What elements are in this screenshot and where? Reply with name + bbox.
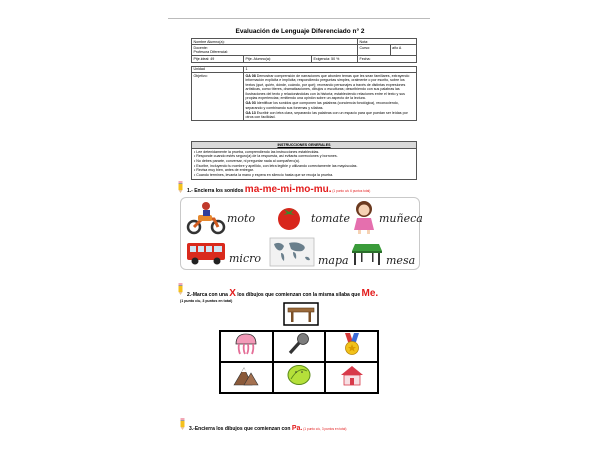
exigencia-cell: Exigencia: 50 %	[312, 56, 358, 62]
grid-cell[interactable]	[220, 362, 273, 393]
objetivo-text	[244, 73, 417, 121]
word-tomate: tomate	[311, 212, 350, 225]
grid-cell[interactable]	[273, 362, 326, 393]
map-icon[interactable]	[269, 237, 315, 267]
instructions-box	[191, 141, 417, 180]
q3-prefix: 3.-Encierra los dibujos que comienzan con	[189, 426, 292, 432]
question-2-image-grid	[219, 330, 379, 394]
question-1-image-box	[180, 197, 423, 270]
docente-cell	[192, 45, 358, 56]
oa3-code: OA 13	[245, 110, 256, 115]
grid-cell[interactable]	[220, 331, 273, 362]
mountain-icon	[232, 363, 260, 387]
oa1-text: Demostrar comprensión de narraciones que aborden temas que les sean familiares, extrayendo información explícita e implícita; respondiendo preguntas simples, oralmente o por escrito, sobre los textos (qué, quién, dónde, cuándo, por qué); recreando personajes a través de distintas expresiones artísticas, como títeres, dramatizaciones, dibujos o esculturas; describiendo con sus palabras las ilustraciones del texto y relacionándolas con la historia; estableciendo relaciones entre el texto y sus propias experiencias; emitiendo una opinión sobre un aspecto de la lectura.	[245, 73, 410, 101]
grid-cell[interactable]	[273, 331, 326, 362]
top-rule	[168, 18, 430, 19]
ptje-ideal-cell: Ptje.ideal: 49	[192, 56, 244, 62]
question-3	[189, 425, 346, 432]
table-reference-icon	[283, 302, 319, 326]
instruction-item: • Responde cuando estés seguro(a) de la respuesta, así evitarás correcciones y borrones.	[194, 154, 414, 159]
pencil-icon	[178, 283, 183, 295]
motorcycle-icon[interactable]	[186, 201, 226, 235]
unidad-label: Unidad	[192, 66, 244, 72]
fecha-cell[interactable]: Fecha:	[358, 56, 417, 62]
grid-cell[interactable]	[325, 331, 378, 362]
q3-syllable: Pa.	[291, 425, 303, 432]
instructions-list	[192, 149, 416, 179]
q1-points: (1 punto c/u 6 puntos total)	[331, 189, 371, 193]
doll-icon[interactable]	[351, 200, 377, 234]
word-micro: micro	[229, 252, 261, 265]
unidad-value: 1	[244, 66, 417, 72]
word-muneca: muñeca	[379, 212, 423, 225]
instruction-item: • No debes pararte, conversar, ni preguntar nada al compañero(a).	[194, 159, 414, 164]
microphone-icon	[286, 332, 312, 356]
q2-mark: X	[229, 288, 236, 299]
grid-cell[interactable]	[325, 362, 378, 393]
oa2-code: OA 03	[245, 101, 256, 106]
pencil-icon	[180, 418, 185, 430]
student-info-table	[191, 38, 417, 121]
oa2-text: Identificar los sonidos que componen las palabras (conciencia fonológica), reconociendo, separando y combinando sus fonemas y sílabas.	[245, 101, 399, 110]
q2-points: (1 punto c/u, 3 puntos en total)	[180, 299, 233, 303]
instruction-item: • Revisa muy bien, antes de entregar.	[194, 168, 414, 173]
medal-icon	[339, 332, 365, 356]
bus-icon[interactable]	[186, 240, 226, 266]
q2-syllable: Me.	[361, 288, 379, 299]
docente-label: Docente:	[193, 45, 208, 50]
objetivo-label: Objetivo:	[192, 73, 244, 121]
word-moto: moto	[227, 212, 256, 225]
q1-sounds: ma-me-mi-mo-mu.	[244, 184, 332, 195]
oa3-text: Escribir con letra clara, separando las palabras con un espacio para que puedan ser leídas por otros con facilidad.	[245, 110, 408, 120]
ptje-alumno-cell[interactable]: Ptje. Alumno(a):	[244, 56, 312, 62]
word-mesa: mesa	[386, 254, 416, 267]
table-icon[interactable]	[349, 240, 383, 266]
page-title: Evaluación de Lenguaje Diferenciado n° 2	[235, 28, 365, 35]
oa1-code: OA 08	[245, 73, 256, 78]
instruction-item: • Lee detenidamente la prueba, comprendiendo las instrucciones establecidas.	[194, 150, 414, 155]
melon-icon	[286, 363, 312, 387]
pencil-icon	[178, 181, 183, 193]
question-1	[187, 184, 370, 195]
instruction-item: • Cuando termines, levanta la mano y espera en silencio hasta que se recoja la prueba.	[194, 173, 414, 178]
q3-points: (1 punto c/u, 3 puntos en total)	[302, 427, 347, 431]
instruction-item: • Escribe, incluyendo tu nombre y apellido, con letra legible y utilizando correctamente las mayúsculas.	[194, 164, 414, 169]
q1-prefix: 1.- Encierra los sonidos	[187, 188, 245, 194]
q2-prefix: 2.-Marca con una	[187, 292, 230, 298]
house-icon	[338, 363, 366, 387]
nota-cell[interactable]: Nota:	[358, 39, 417, 45]
jellyfish-icon	[233, 332, 259, 356]
curso-label: Curso:	[358, 45, 391, 56]
question-2	[187, 288, 378, 299]
tomato-icon[interactable]	[276, 205, 302, 231]
profesora-label: Profesora Diferencial:	[193, 50, 229, 55]
instructions-header: INSTRUCCIONES GENERALES	[192, 142, 416, 149]
word-mapa: mapa	[318, 254, 349, 267]
curso-value: año A	[390, 45, 416, 56]
q2-middle: los dibujos que comienzan con la misma sílaba que	[235, 292, 362, 298]
nombre-cell[interactable]: Nombre Alumno(a):	[192, 39, 358, 45]
